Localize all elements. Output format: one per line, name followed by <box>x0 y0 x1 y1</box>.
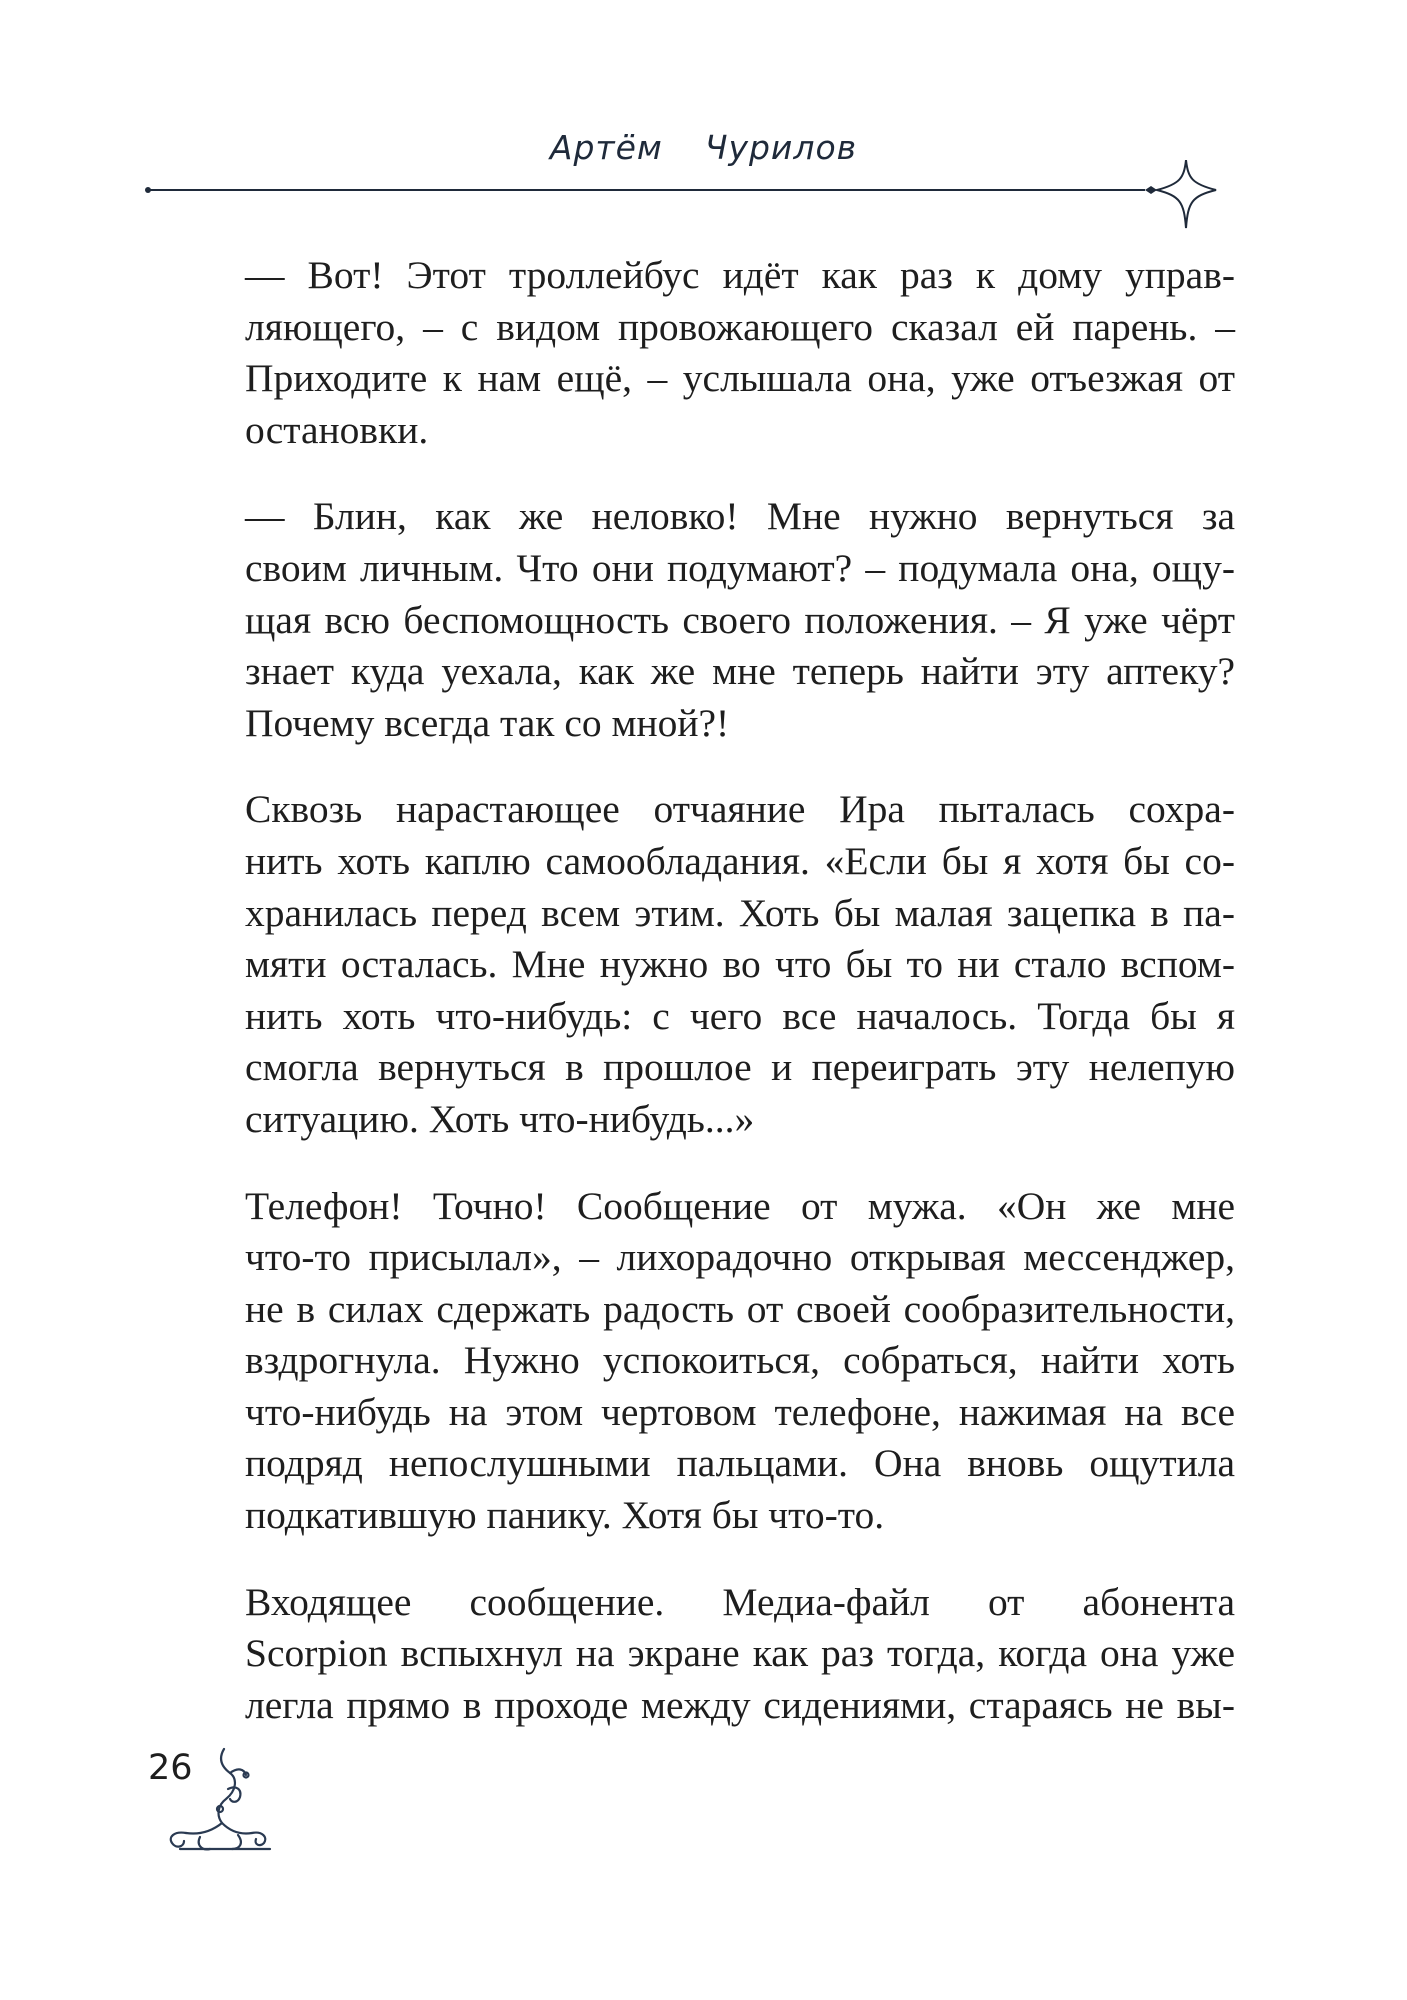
text-line: вздрогнула. Нужно успокоиться, собраться, найти хоть <box>245 1338 1235 1383</box>
text-line: Телефон! Точно! Сообщение от мужа. «Он же мне <box>245 1183 1235 1228</box>
text-line: — Блин, как же неловко! Мне нужно вернуться за <box>245 494 1235 539</box>
text-line: щая всю беспомощность своего положения. – Я уже чёрт <box>245 597 1235 642</box>
text-line: нить хоть что-нибудь: с чего все началось. Тогда бы я <box>245 993 1235 1038</box>
floral-ornament-icon <box>160 1745 280 1865</box>
author-last-name: Чурилов <box>704 128 858 167</box>
text-line: Входящее сообщение. Медиа-файл от абонента <box>245 1579 1235 1624</box>
text-line: мяти осталась. Мне нужно во что бы то ни стало вспом- <box>245 942 1235 987</box>
body-text <box>150 250 1235 1766</box>
text-line: Сквозь нарастающее отчаяние Ира пыталась сохра- <box>245 787 1235 832</box>
text-line: смогла вернуться в прошлое и переиграть эту нелепую <box>245 1045 1235 1090</box>
text-line: — Вот! Этот троллейбус идёт как раз к дому управ- <box>245 253 1235 297</box>
page-number: 26 <box>148 1748 193 1788</box>
paragraph-3 <box>150 784 1235 1145</box>
text-line: нить хоть каплю самообладания. «Если бы я хотя бы со- <box>245 838 1235 883</box>
text-line: Почему всегда так со мной?! <box>245 700 730 745</box>
text-line: что-нибудь на этом чертовом телефоне, нажимая на все <box>245 1389 1235 1434</box>
paragraph-5 <box>150 1577 1235 1732</box>
text-line: остановки. <box>245 407 429 452</box>
text-line: подряд непослушными пальцами. Она вновь ощутила <box>245 1441 1235 1486</box>
text-line: Приходите к нам ещё, – услышала она, уже отъезжая от <box>245 356 1235 401</box>
text-line: что-то присылал», – лихорадочно открывая мессенджер, <box>245 1235 1235 1280</box>
paragraph-1 <box>150 250 1235 456</box>
text-line: знает куда уехала, как же мне теперь найти эту аптеку? <box>245 649 1235 694</box>
paragraph-2 <box>150 491 1235 749</box>
paragraph-4 <box>150 1181 1235 1542</box>
text-line: своим личным. Что они подумают? – подумала она, ощу- <box>245 545 1235 590</box>
header-rule-star-ornament <box>140 160 1260 240</box>
text-line: не в силах сдержать радость от своей сообразительности, <box>245 1286 1235 1331</box>
text-line: подкатившую панику. Хотя бы что-то. <box>245 1493 885 1538</box>
text-line: Scorpion вспыхнул на экране как раз тогда, когда она уже <box>245 1631 1235 1676</box>
text-line: легла прямо в проходе между сидениями, стараясь не вы- <box>245 1682 1235 1727</box>
text-line: хранилась перед всем этим. Хоть бы малая зацепка в па- <box>245 890 1235 935</box>
text-line: ситуацию. Хоть что-нибудь...» <box>245 1096 755 1141</box>
author-first-name: Артём <box>549 128 663 167</box>
text-line: ляющего, – с видом провожающего сказал ей парень. – <box>245 304 1235 349</box>
